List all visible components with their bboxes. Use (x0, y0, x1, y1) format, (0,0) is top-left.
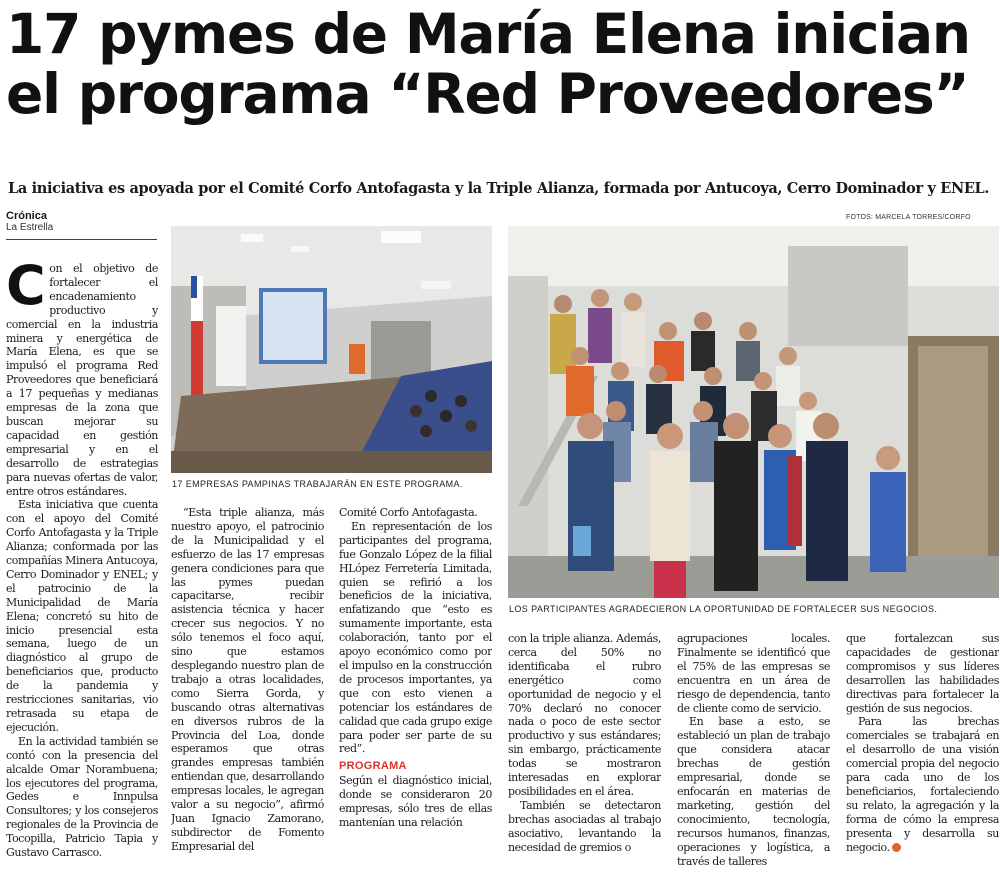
caption-right: LOS PARTICIPANTES AGRADECIERON LA OPORTUNIDAD DE FORTALECER SUS NEGOCIOS. (509, 604, 938, 614)
paragraph: Con el objetivo de fortalecer el encadenamiento productivo y comercial en la industria minera y energética de María Elena, es que se impulsó el programa Red Proveedores que beneficiará a 17 pequeñas y medianas empresas de la zona que buscan mejorar su capacidad en gestión empresarial y en el desarrollo de estrategias para nuevas ofertas de valor, entre otros estándares. (6, 262, 158, 498)
article-column-1 (6, 262, 158, 882)
article-column-2 (171, 506, 324, 882)
drop-cap: C (6, 262, 46, 317)
end-mark-icon (892, 843, 901, 852)
source-label: La Estrella (6, 222, 54, 233)
paragraph: Para las brechas comerciales se trabajará en el desarrollo de una visión comercial propia del negocio para cada uno de los beneficiarios, fortaleciendo su relato, la agregación y la forma de cómo la empresa presenta y desarrolla su negocio. (846, 715, 999, 854)
article-column-3 (339, 506, 492, 882)
section-label: Crónica (6, 210, 47, 222)
article-headline: 17 pymes de María Elena inician el programa “Red Proveedores” (6, 2, 970, 126)
byline-rule (6, 239, 157, 240)
article-column-6 (846, 632, 999, 882)
paragraph: Esta iniciativa que cuenta con el apoyo del Comité Corfo Antofagasta y la Triple Alianza; conformada por las compañías Minera Antucoya, Cerro Dominador y ENEL; y el patrocinio de la Municipalidad de María Elena; concretó su hito de inicio presencial esta semana, luego de un diagnóstico al grupo de beneficiarios que, producto de la pandemia y restricciones sanitarias, vio retrasada su etapa de ejecución. (6, 498, 158, 734)
article-column-5 (677, 632, 830, 882)
paragraph: que fortalezcan sus capacidades de gestionar compromisos y sus líderes desarrollen las habilidades directivas para fortalecer la gestión de sus negocios. (846, 632, 999, 715)
photo-credits: FOTOS: MARCELA TORRES/CORFO (846, 214, 971, 221)
section-subtitle: PROGRAMA (339, 760, 407, 773)
caption-left: 17 EMPRESAS PAMPINAS TRABAJARÁN EN ESTE PROGRAMA. (172, 479, 463, 489)
paragraph: En base a esto, se estableció un plan de trabajo que considera atacar brechas de gestión empresarial, donde se enfocarán en materias de marketing, gestión del conocimiento, tecnología, recursos humanos, finanzas, operaciones y logística, a través de talleres (677, 715, 830, 868)
article-column-4 (508, 632, 661, 882)
paragraph: Según el diagnóstico inicial, donde se consideraron 20 empresas, sólo tres de ellas mantenían una relación (339, 774, 492, 829)
paragraph: “Esta triple alianza, más nuestro apoyo, el patrocinio de la Municipalidad y el esfuerzo de las 17 empresas genera condiciones para que las pymes puedan capacitarse, recibir asistencia técnica y hacer crecer sus negocios. Y no sólo tenemos el foco aquí, sino que estamos desplegando nuestro plan de trabajo a otras localidades, como Sierra Gorda, y buscando otras alternativas en diversos rubros de la Provincia del Loa, donde esperamos que otras grandes empresas también entiendan que, desarrollando empresas locales, le agregan valor a su negocio”, afirmó Juan Ignacio Zamorano, subdirector de Fomento Empresarial del (171, 506, 324, 853)
paragraph: Comité Corfo Antofagasta. (339, 506, 478, 519)
paragraph: En representación de los participantes del programa, fue Gonzalo López de la filial HLópez Ferretería Limitada, quien se refirió a los beneficios de la iniciativa, enfatizando que “esto es sumamente importante, esta colaboración, tanto por el apoyo económico como por el impulso en la construcción de procesos importantes, ya que con esto vienen a potenciar los estándares de calidad que cada grupo exige para poder ser parte de su red”. (339, 519, 492, 756)
paragraph: con la triple alianza. Además, cerca del 50% no identificaba el rubro energético como oportunidad de negocio y el 70% declaró no conocer nada o poco de este sector productivo y sus estándares; sin embargo, prácticamente todas se mostraron interesadas en explorar posibilidades en el área. (508, 632, 661, 798)
photo-participants (508, 226, 999, 598)
paragraph: En la actividad también se contó con la presencia del alcalde Omar Norambuena; los ejecutores del programa, Gedes e Innpulsa Consultores; y los consejeros regionales de la Provincia de Tocopilla, Patricio Tapia y Gustavo Carrasco. (6, 734, 158, 860)
photo-auditorium (171, 226, 492, 473)
paragraph: agrupaciones locales. Finalmente se identificó que el 75% de las empresas se encuentra en un área de riesgo de dependencia, tanto de cliente como de servicio. (677, 632, 830, 715)
paragraph: También se detectaron brechas asociadas al trabajo asociativo, levantando la necesidad de gremios o (508, 798, 661, 854)
article-subheadline: La iniciativa es apoyada por el Comité Corfo Antofagasta y la Triple Alianza, formada por Antucoya, Cerro Dominador y ENEL. (8, 180, 990, 197)
